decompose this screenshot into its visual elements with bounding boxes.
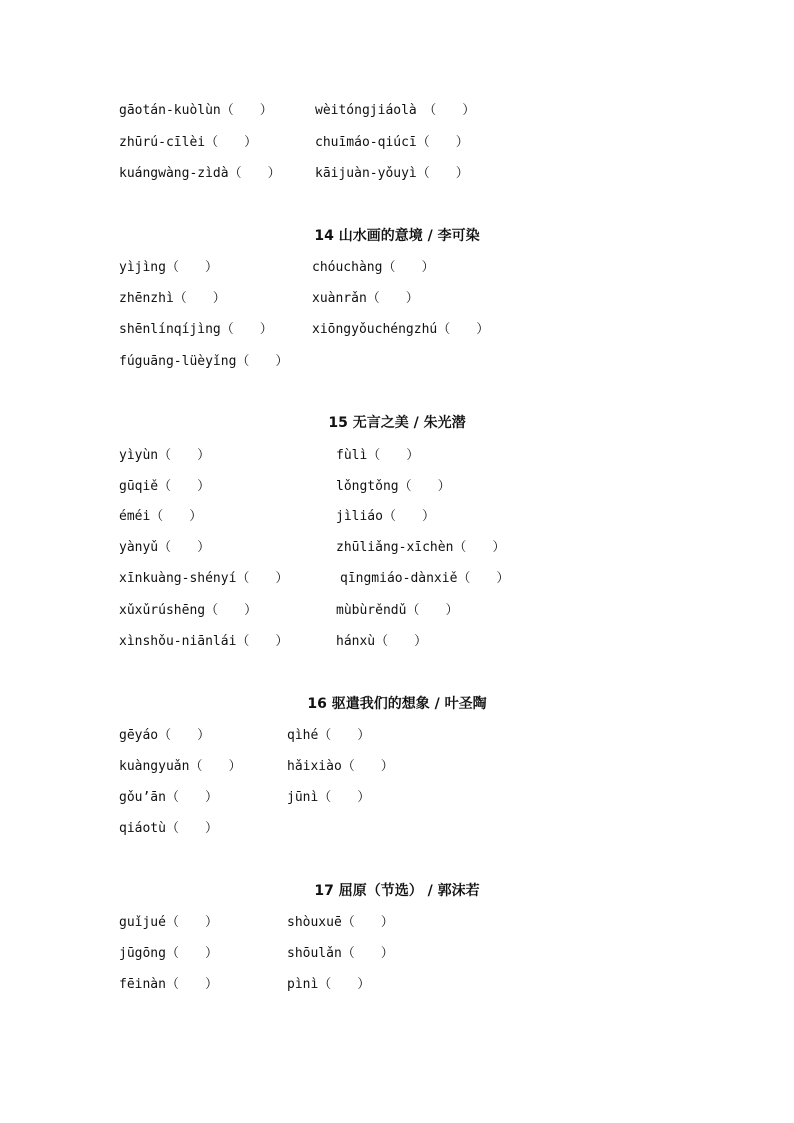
pinyin-item: zhūrú-cīlèi（ ） [119,135,258,150]
pinyin-item: xìnshǒu-niānlái（ ） [119,634,289,649]
section-title: 16 驱遣我们的想象 / 叶圣陶 [307,696,487,712]
pinyin-item: chuīmáo-qiúcī（ ） [315,135,469,150]
pinyin-item: gāotán-kuòlùn（ ） [119,103,273,118]
pinyin-item: fēinàn（ ） [119,977,218,992]
pinyin-item: shēnlínqíjìng（ ） [119,322,273,337]
pinyin-item: éméi（ ） [119,509,203,524]
pinyin-item: gǒu’ān（ ） [119,790,218,805]
pinyin-item: jìliáo（ ） [336,509,435,524]
section-title: 15 无言之美 / 朱光潜 [328,415,466,431]
pinyin-item: pìnì（ ） [287,977,371,992]
pinyin-item: shōulǎn（ ） [287,946,394,961]
pinyin-item: lǒngtǒng（ ） [336,479,451,494]
pinyin-item: yànyǔ（ ） [119,540,211,555]
pinyin-item: xǔxǔrúshēng（ ） [119,603,258,618]
pinyin-item: xiōngyǒuchéngzhú（ ） [312,322,490,337]
pinyin-item: hánxù（ ） [336,634,428,649]
pinyin-item: yìyùn（ ） [119,448,211,463]
pinyin-item: kuàngyuǎn（ ） [119,759,242,774]
pinyin-item: shòuxuē（ ） [287,915,394,930]
pinyin-item: zhēnzhì（ ） [119,291,226,306]
pinyin-item: fúguāng-lüèyǐng（ ） [119,354,289,369]
pinyin-item: fùlì（ ） [336,448,420,463]
pinyin-item: kāijuàn-yǒuyì（ ） [315,166,469,181]
pinyin-item: qiáotù（ ） [119,821,218,836]
pinyin-item: jūgōng（ ） [119,946,218,961]
pinyin-item: xuànrǎn（ ） [312,291,419,306]
section-title: 17 屈原（节选） / 郭沫若 [314,883,480,899]
pinyin-item: zhūliǎng-xīchèn（ ） [336,540,506,555]
pinyin-item: jūnì（ ） [287,790,371,805]
pinyin-item: guǐjué（ ） [119,915,218,930]
pinyin-item: mùbùrěndǔ（ ） [336,603,459,618]
pinyin-item: gēyáo（ ） [119,728,211,743]
section-title: 14 山水画的意境 / 李可染 [314,228,480,244]
pinyin-item: hǎixiào（ ） [287,759,394,774]
pinyin-item: chóuchàng（ ） [312,260,435,275]
pinyin-item: wèitóngjiáolà （ ） [315,103,476,118]
pinyin-item: qìhé（ ） [287,728,371,743]
pinyin-item: xīnkuàng-shényí（ ） [119,571,289,586]
pinyin-item: gūqiě（ ） [119,479,211,494]
pinyin-item: qīngmiáo-dànxiě（ ） [340,571,510,586]
pinyin-item: yìjìng（ ） [119,260,218,275]
pinyin-item: kuángwàng-zìdà（ ） [119,166,281,181]
